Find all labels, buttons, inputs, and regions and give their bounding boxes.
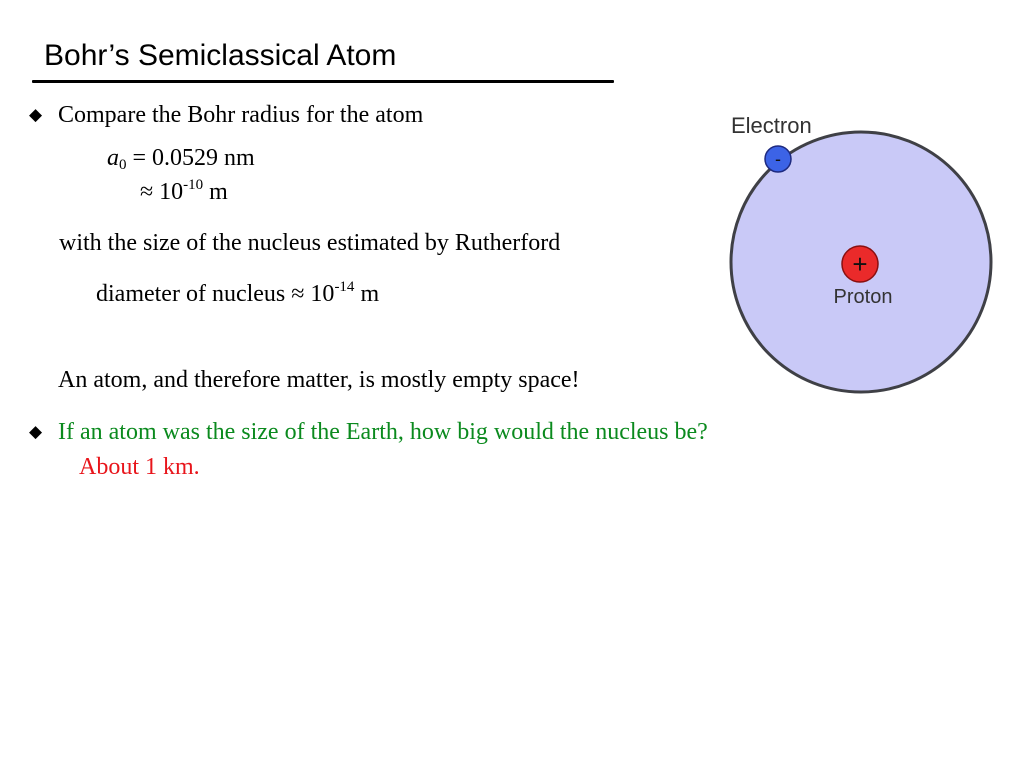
bohr-radius-approx-exponent: -10 bbox=[183, 177, 204, 193]
diamond-bullet-icon: ◆ bbox=[29, 105, 43, 124]
bohr-radius-value: = 0.0529 nm bbox=[132, 145, 255, 171]
bohr-radius-approx-unit: m bbox=[209, 179, 228, 205]
bohr-radius-subscript: 0 bbox=[119, 157, 127, 173]
atom-diagram bbox=[720, 104, 1010, 404]
title-underline bbox=[32, 80, 614, 83]
bullet-compare-text: Compare the Bohr radius for the atom bbox=[58, 102, 424, 128]
nucleus-diameter-exponent: -14 bbox=[334, 279, 355, 295]
slide-title: Bohr’s Semiclassical Atom bbox=[44, 39, 397, 72]
bohr-radius-equation bbox=[107, 144, 255, 172]
bohr-radius-approx bbox=[140, 178, 228, 206]
nucleus-diameter-prefix: diameter of nucleus ≈ 10 bbox=[96, 281, 335, 307]
nucleus-diameter bbox=[96, 280, 379, 308]
diamond-bullet-icon: ◆ bbox=[29, 422, 43, 441]
answer-text: About 1 km. bbox=[79, 454, 200, 480]
electron-symbol: - bbox=[775, 149, 781, 169]
proton-label: Proton bbox=[833, 286, 893, 308]
conclusion-text: An atom, and therefore matter, is mostly empty space! bbox=[58, 367, 580, 393]
bohr-radius-symbol: a bbox=[107, 145, 119, 171]
electron-label: Electron bbox=[731, 113, 812, 138]
proton-symbol: + bbox=[852, 249, 868, 279]
bullet-question-text: If an atom was the size of the Earth, how big would the nucleus be? bbox=[58, 419, 708, 445]
nucleus-diameter-unit: m bbox=[360, 281, 380, 307]
bohr-radius-approx-prefix: ≈ 10 bbox=[140, 179, 184, 205]
rutherford-text: with the size of the nucleus estimated by Rutherford bbox=[59, 230, 561, 256]
